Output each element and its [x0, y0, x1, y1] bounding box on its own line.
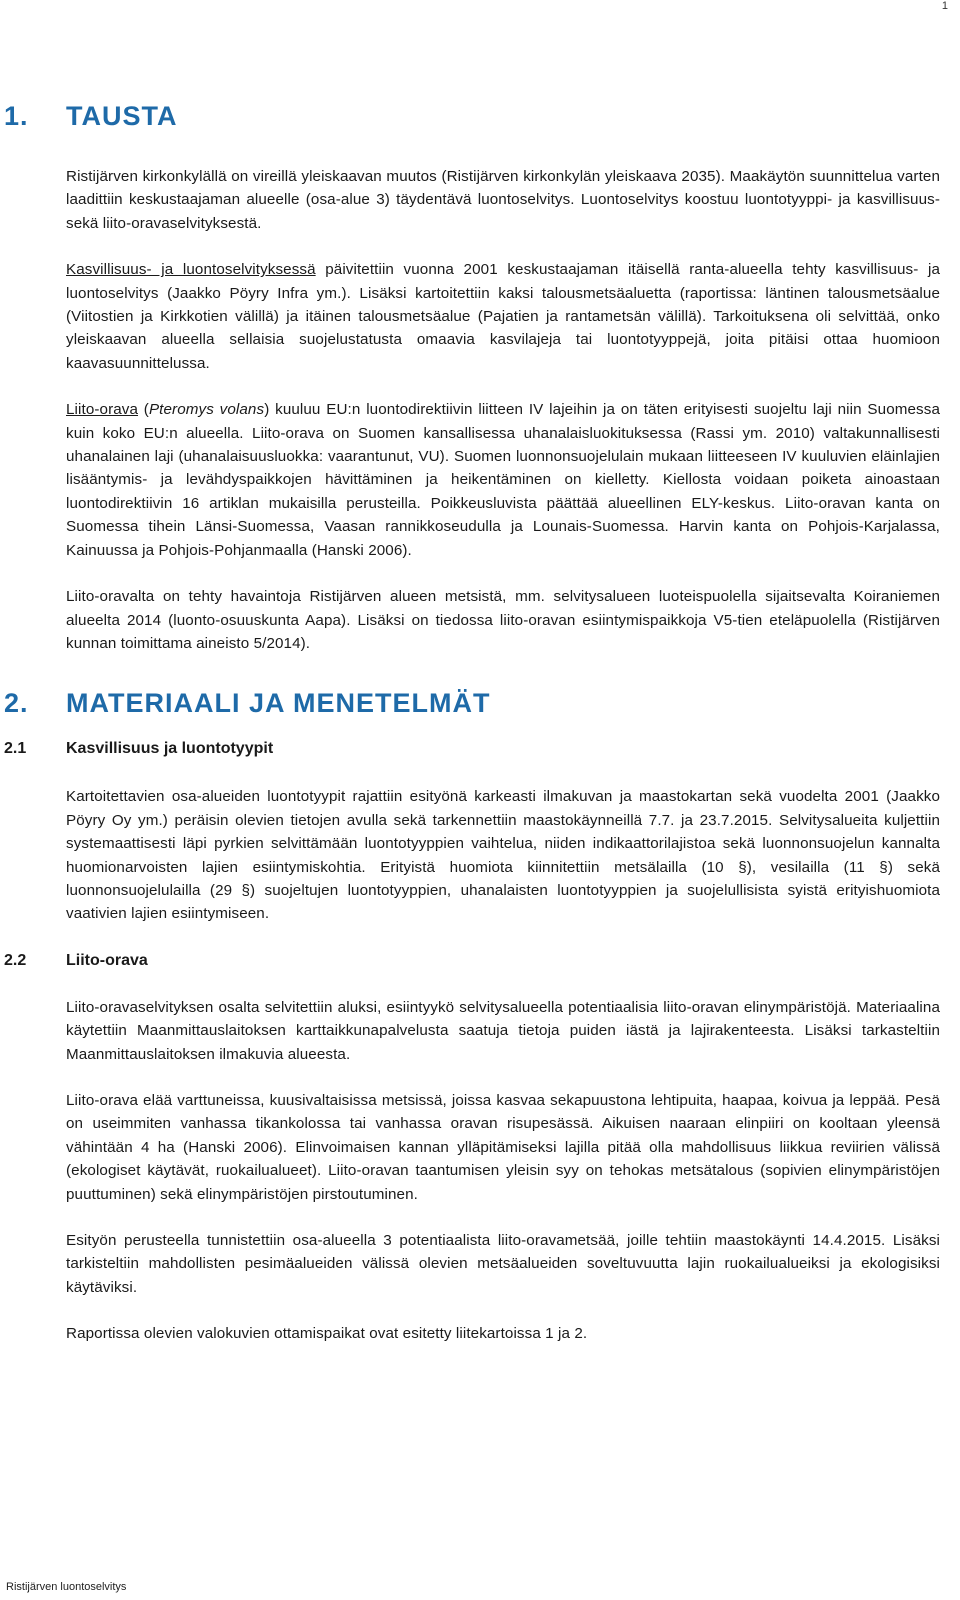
- subsection-2-2-heading: [4, 949, 940, 973]
- paragraph-squirrel-habitat: Liito-orava elää varttuneissa, kuusivaltaisissa metsissä, joissa kasvaa sekapuustona lehtipuita, haapaa, koivua ja leppää. Pesä on useimmiten vanhassa tikankolossa tai vanhassa oravan risupesässä. Aikuisen naaraan elinpiiri on kooltaan yleensä vähintään 4 ha (Hanski 2006). Elinvoimaisen kannan ylläpitämiseksi lajilla pitää olla mahdollisuus liikkua reviirien välissä (ekologiset käytävät, ruokailualueet). Liito-oravan taantumisen yleisin syy on tehokas metsätalous (sopivien elinympäristöjen puuttuminen) sekä elinympäristöjen pirstoutuminen.: [66, 1091, 940, 1203]
- flying-squirrel-link[interactable]: Liito-orava: [66, 401, 139, 419]
- subsection-2-1-title: Kasvillisuus ja luontotyypit: [66, 740, 274, 758]
- paragraph-flying-squirrel-status: [66, 398, 940, 562]
- paragraph-observations: Liito-oravalta on tehty havaintoja Ristijärven alueen metsistä, mm. selvitysalueen luoteispuolella sijaitsevalta Koiraniemen alueelta 2014 (luonto-osuuskunta Aapa). Lisäksi on tiedossa liito-oravan esiintymispaikkoja V5-tien eteläpuolella (Ristijärven kunnan toimittama aineisto 5/2014).: [66, 588, 940, 652]
- subsection-2-2-title: Liito-orava: [66, 951, 148, 969]
- species-latin-name: Pteromys volans: [148, 401, 265, 419]
- paragraph-squirrel-methods: Liito-oravaselvityksen osalta selvitettiin aluksi, esiintyykö selvitysalueella potentiaalisia liito-oravan elinympäristöjä. Materiaalina käytettiin Maanmittauslaitoksen karttaikkunapalvelusta saatuja tietoja puiden iästä ja lajirakenteesta. Lisäksi tarkasteltiin Maanmittauslaitoksen ilmakuvia alueesta.: [66, 998, 940, 1063]
- document-body: [4, 100, 940, 1346]
- page-number: 1: [941, 0, 948, 12]
- paragraph-vegetation-survey: [66, 258, 940, 375]
- subsection-2-1-number: 2.1: [4, 740, 27, 758]
- paragraph-potential-forests: Esityön perusteella tunnistettiin osa-alueella 3 potentiaalista liito-oravametsää, joille tehtiin maastokäynti 14.4.2015. Lisäksi tarkisteltiin mahdollisten pesimäalueiden välissä olevien metsäalueiden soveltuvuutta lajin ruokailualueiksi ja ekologisiksi käytäviksi.: [66, 1232, 940, 1296]
- section-1-title: TAUSTA: [66, 101, 178, 131]
- footer-document-title: Ristijärven luontoselvitys: [6, 1581, 127, 1593]
- flying-squirrel-open: (: [138, 401, 149, 419]
- paragraph-photo-locations: Raportissa olevien valokuvien ottamispaikat ovat esitetty liitekartoissa 1 ja 2.: [66, 1325, 588, 1343]
- flying-squirrel-text: ) kuuluu EU:n luontodirektiivin liitteen IV lajeihin ja on täten erityisesti suojeltu laji niin Suomessa kuin koko EU:n alueella. Liito-orava on Suomen kansallisessa uhanalaisluokituksessa (Rassi ym. 2010) valtakunnallisesti uhanalainen laji (uhanalaisuusluokka: vaarantunut, VU). Suomen luonnonsuojelulain mukaan liitteeseen IV kuuluvien eläinlajien lisääntymis- ja levähdyspaikkojen hävittäminen ja heikentäminen on kielletty. Kiellosta voidaan poiketa ainoastaan luontodirektiivin 16 artiklan mukaisilla perusteilla. Poikkeusluvista päättää alueellinen ELY-keskus. Liito-oravan kanta on Suomessa tihein Länsi-Suomessa, Vaasan rannikkoseudulla ja Lounais-Suomessa. Harvin kanta on Pohjois-Karjalassa, Kainuussa ja Pohjois-Pohjanmaalla (Hanski 2006).: [66, 401, 940, 559]
- section-2-number: 2.: [4, 688, 29, 719]
- section-1-number: 1.: [4, 101, 29, 131]
- section-2-title: MATERIAALI JA MENETELMÄT: [66, 688, 491, 719]
- subsection-2-2-number: 2.2: [4, 951, 27, 969]
- vegetation-survey-text: päivitettiin vuonna 2001 keskustaajaman itäisellä ranta-alueella tehty kasvillisuus- ja luontoselvitys (Jaakko Pöyry Infra ym.). Lisäksi kartoitettiin kaksi talousmetsäaluetta (raportissa: läntinen talousmetsäalue (Viitostien ja Kirkkotien välillä) ja itäinen talousmetsäalue (Pajatien ja rantametsän välillä). Tarkoituksena oli selvittää, onko yleiskaavan alueella sellaisia suojelustatusta omaavia kasvilajeja tai luontotyyppejä, joita pitäisi ottaa huomioon kaavasuunnittelussa.: [66, 261, 940, 372]
- subsection-2-1-heading: [4, 737, 940, 761]
- section-1-heading: [4, 100, 940, 132]
- vegetation-survey-link[interactable]: Kasvillisuus- ja luontoselvityksessä: [66, 261, 316, 279]
- section-2-heading: [4, 687, 940, 719]
- paragraph-background-intro: Ristijärven kirkonkylällä on vireillä yleiskaavan muutos (Ristijärven kirkonkylän yleiskaava 2035). Maakäytön suunnittelua varten laadittiin keskustaajaman alueelle (osa-alue 3) täydentävä luontoselvitys. Luontoselvitys koostuu luontotyyppi- ja kasvillisuus- sekä liito-oravaselvityksestä.: [66, 168, 940, 232]
- paragraph-vegetation-methods: Kartoitettavien osa-alueiden luontotyypit rajattiin esityönä karkeasti ilmakuvan ja maastokartan sekä vuodelta 2001 (Jaakko Pöyry Oy ym.) peräisin olevien tietojen avulla sekä tarkennettiin maastokäynneillä 7.7. ja 23.7.2015. Selvitysalueita kuljettiin systemaattisesti läpi pyrkien selvittämään luontotyyppien vaihtelua, niiden indikaattorilajistoa sekä luonnonsuojelun kannalta huomionarvoisten lajien esiintymiskohtia. Erityistä huomiota kiinnitettiin metsälailla (10 §), vesilailla (11 §) sekä luonnonsuojelulailla (29 §) suojeltujen luontotyyppien, uhanalaisten luontotyyppien ja suojelullisista syistä erityishuomiota vaativien lajien esiintymiseen.: [66, 788, 940, 923]
